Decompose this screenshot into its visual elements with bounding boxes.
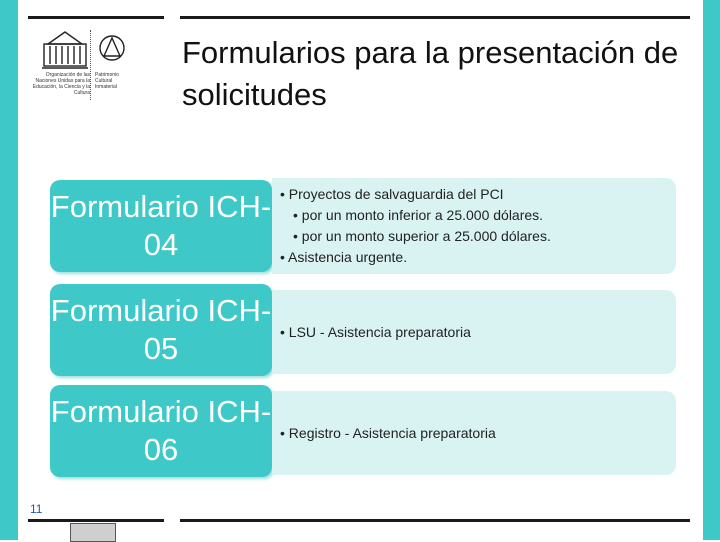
form-box [50,385,272,477]
list-item: • Asistencia urgente. [280,249,408,265]
top-rule-left [28,16,164,19]
form-row [50,180,676,272]
left-accent-band [0,0,18,540]
form-row [50,385,676,477]
list-item: • Registro - Asistencia preparatoria [280,424,496,441]
list-subitem: • por un monto inferior a 25.000 dólares. [293,207,544,223]
form-row [50,284,676,376]
logo-org-text: Organización de las Naciones Unidas para la Educación, la Ciencia y la Cultura [32,72,90,96]
logo-heritage-text: Patrimonio Cultural Inmaterial [95,72,119,90]
form-label: Formulario ICH-06 [50,394,272,467]
page-number: 11 [30,502,43,516]
list-item: • Proyectos de salvaguardia del PCI [280,186,504,202]
description [280,391,670,475]
form-box [50,284,272,376]
description-box [272,290,676,374]
form-label: Formulario ICH-05 [50,293,272,366]
top-rule-right [180,16,690,19]
logo-divider [90,30,91,100]
form-box [50,180,272,272]
creative-commons-badge-icon [70,523,116,542]
description [280,290,670,374]
bottom-rule-right [180,519,690,522]
list-item: • LSU - Asistencia preparatoria [280,323,471,340]
description [280,178,670,274]
form-label: Formulario ICH-04 [50,189,272,262]
list-subitem: • por un monto superior a 25.000 dólares. [293,228,551,244]
right-accent-band [703,0,720,540]
bottom-rule-left [28,519,164,522]
description-box [272,178,676,274]
slide-title: Formularios para la presentación de solicitudes [182,35,679,112]
description-box [272,391,676,475]
